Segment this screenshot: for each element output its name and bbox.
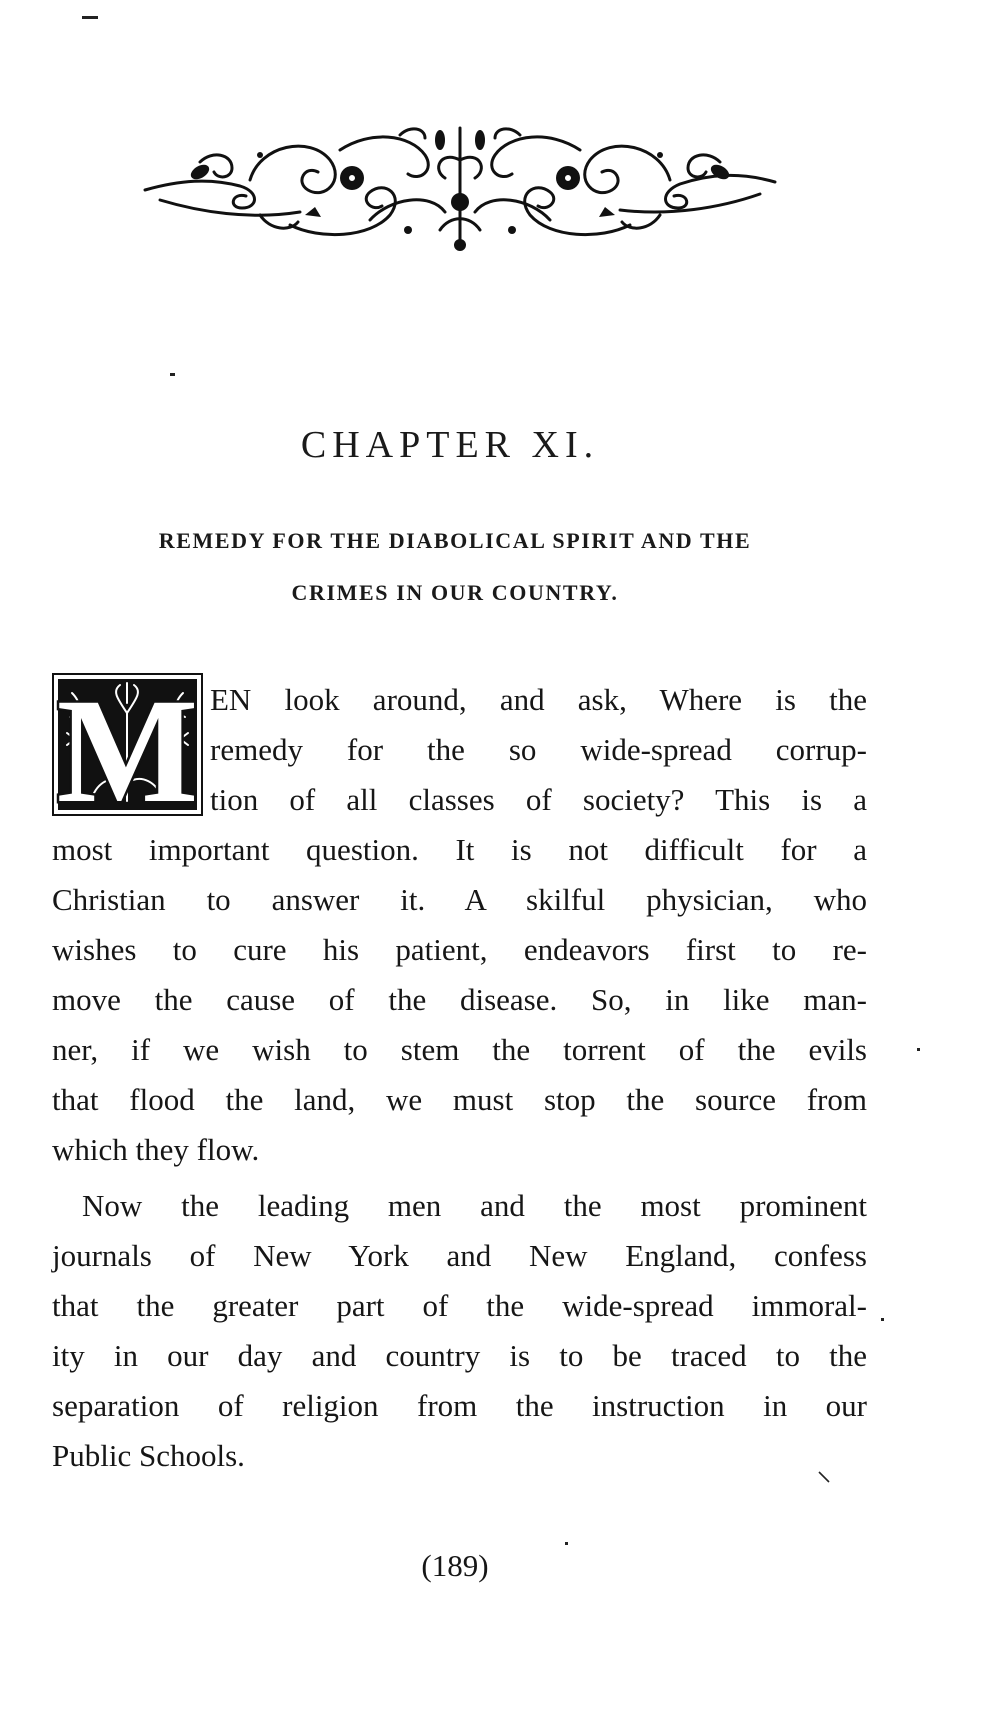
paragraph-1-line: remedy for the so wide-spread corrup-	[210, 732, 867, 767]
drop-cap-letter: M	[56, 673, 199, 816]
paragraph-1-line: wishes to cure his patient, endeavors first to re-	[52, 932, 867, 967]
print-speck	[917, 1048, 920, 1051]
paragraph-1-line: move the cause of the disease. So, in like man-	[52, 982, 867, 1017]
paragraph-2-line: separation of religion from the instruction in our	[52, 1388, 867, 1423]
paragraph-1-line: that flood the land, we must stop the source from	[52, 1082, 867, 1117]
paragraph-2-line: Now the leading men and the most prominent	[82, 1188, 867, 1223]
print-speck	[565, 1542, 568, 1545]
print-speck	[881, 1318, 884, 1321]
paragraph-1-line: most important question. It is not difficult for a	[52, 832, 867, 867]
paragraph-1-line: EN look around, and ask, Where is the	[210, 682, 867, 717]
paragraph-1-line: which they flow.	[52, 1132, 260, 1167]
paragraph-2-line: that the greater part of the wide-spread immoral-	[52, 1288, 867, 1323]
chapter-title: CHAPTER XI.	[300, 424, 600, 466]
paragraph-2-line: journals of New York and New England, confess	[52, 1238, 867, 1273]
paragraph-2-line: ity in our day and country is to be traced to the	[52, 1338, 867, 1373]
floral-headpiece-ornament-icon	[140, 120, 780, 255]
paragraph-1-line: Christian to answer it. A skilful physician, who	[52, 882, 867, 917]
chapter-subtitle-line-2: CRIMES IN OUR COUNTRY.	[291, 580, 619, 605]
paragraph-2-line: Public Schools.	[52, 1438, 245, 1473]
paragraph-1-line: tion of all classes of society? This is a	[210, 782, 867, 817]
print-speck	[82, 16, 98, 19]
ornamental-drop-cap-icon	[52, 673, 203, 816]
print-speck	[170, 373, 175, 376]
chapter-subtitle-line-1: REMEDY FOR THE DIABOLICAL SPIRIT AND THE	[158, 528, 752, 553]
page-number: (189)	[421, 1548, 489, 1583]
paragraph-1-line: ner, if we wish to stem the torrent of the evils	[52, 1032, 867, 1067]
